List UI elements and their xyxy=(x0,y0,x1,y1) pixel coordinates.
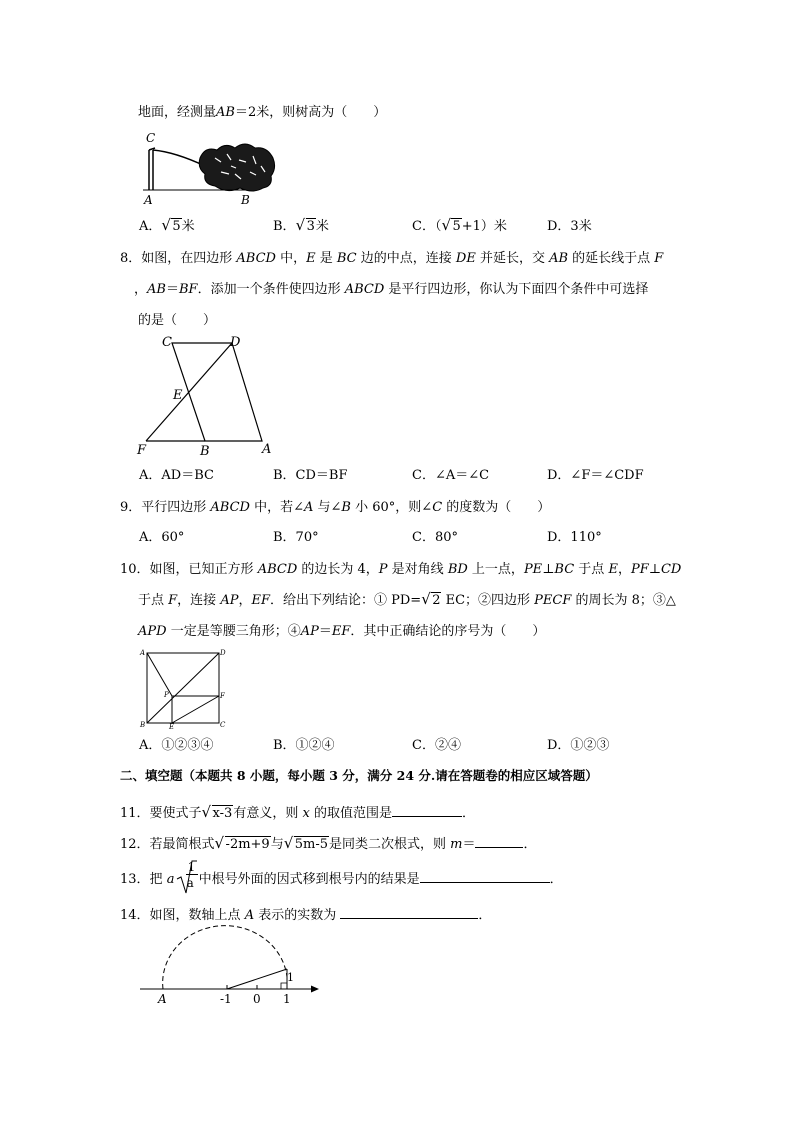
q10-stem-line1: 10．如图，已知正方形 ABCD 的边长为 4，P 是对角线 BD 上一点，PE⊥BC 于点 E，PF⊥CD xyxy=(120,562,682,577)
dashed-arc xyxy=(163,926,287,989)
q9-stem: 9．平行四边形 ABCD 中，若∠A 与∠B 小 60°，则∠C 的度数为（ ） xyxy=(120,500,551,515)
fraction-numerator: 1 xyxy=(187,859,196,874)
q8-label-e: E xyxy=(173,388,183,403)
q8-label-c: C xyxy=(162,335,172,350)
sqrt-symbol: √ x-3 xyxy=(203,805,234,823)
q10-label-p: P xyxy=(164,691,169,699)
q8-label-a: A xyxy=(262,442,272,457)
q10-label-e: E xyxy=(169,723,175,731)
sqrt-symbol: √ -2m+9 xyxy=(216,836,271,854)
q14-label-0: 0 xyxy=(253,992,261,1006)
q7-stem: 地面，经测量AB＝2米，则树高为（ ） xyxy=(138,105,387,120)
segment-fd xyxy=(146,343,232,441)
answer-blank[interactable] xyxy=(420,868,550,883)
foliage xyxy=(199,144,274,191)
answer-blank[interactable] xyxy=(340,904,478,919)
q7-label-c: C xyxy=(146,131,156,145)
q8-label-b: B xyxy=(200,444,210,459)
q10-label-b: B xyxy=(140,721,146,729)
fraction-denominator: a xyxy=(186,875,194,890)
q14-number-line-figure xyxy=(135,932,335,1012)
q14-stem: 14．如图，数轴上点 A 表示的实数为 ． xyxy=(120,904,491,925)
q10-label-a: A xyxy=(140,649,146,657)
sqrt-symbol: √ 2 xyxy=(422,592,441,610)
q14-label-1: 1 xyxy=(283,992,291,1006)
answer-blank[interactable] xyxy=(475,833,523,848)
q7-option-b[interactable]: B．√ 3米 xyxy=(273,218,329,236)
q13-stem: 13．把 a $\frac{1}{a}$ 中根号外面的因式移到根号内的结果是 ． xyxy=(120,868,563,889)
segment-ef xyxy=(172,696,219,723)
q10-option-b[interactable]: B．①②④ xyxy=(273,738,335,753)
q8-stem-line2: ，AB＝BF．添加一个条件使四边形 ABCD 是平行四边形，你认为下面四个条件中可选择 xyxy=(134,282,649,297)
q10-square-figure xyxy=(138,647,233,729)
q10-option-a[interactable]: A．①②③④ xyxy=(139,738,214,753)
q9-option-b[interactable]: B．70° xyxy=(273,530,319,545)
q10-label-d: D xyxy=(220,649,226,657)
q14-label-a: A xyxy=(158,992,167,1006)
q7-option-c[interactable]: C．（√ 5+1）米 xyxy=(412,218,507,236)
q8-option-c[interactable]: C．∠A＝∠C xyxy=(412,468,490,483)
sqrt-symbol: √ 3 xyxy=(297,218,316,236)
segment-ap xyxy=(147,653,172,696)
q7-label-a: A xyxy=(144,193,153,207)
q8-option-d[interactable]: D．∠F＝∠CDF xyxy=(547,468,644,483)
q10-label-f: F xyxy=(220,692,225,700)
q7-tree-figure xyxy=(135,128,285,207)
axis-arrow xyxy=(311,986,319,993)
sqrt-symbol: √ 5 xyxy=(442,218,461,236)
q8-label-f: F xyxy=(137,443,147,458)
q10-stem-line3: APD 一定是等腰三角形；④AP＝EF．其中正确结论的序号为（ ） xyxy=(138,624,546,639)
trunk xyxy=(149,148,155,190)
diagonal-bd xyxy=(147,653,219,723)
q10-option-d[interactable]: D．①②③ xyxy=(547,738,610,753)
sqrt-symbol: √ 5 xyxy=(162,218,181,236)
q8-stem-line3: 的是（ ） xyxy=(138,313,217,328)
answer-blank[interactable] xyxy=(392,802,462,817)
sqrt-symbol: √ 5m-5 xyxy=(285,836,329,854)
q7-option-d[interactable]: D．3米 xyxy=(547,219,592,234)
q10-option-c[interactable]: C．②④ xyxy=(412,738,461,753)
q11-stem: 11．要使式子√ x-3有意义，则 x 的取值范围是 ． xyxy=(120,802,475,823)
q14-label-height: 1 xyxy=(287,971,294,984)
sqrt-fraction xyxy=(179,859,199,890)
q12-stem: 12．若最简根式√ -2m+9与√ 5m-5是同类二次根式，则 m＝ ． xyxy=(120,833,536,854)
q9-option-a[interactable]: A．60° xyxy=(139,530,185,545)
quadrilateral-abcd xyxy=(172,343,262,441)
q14-label-neg1: -1 xyxy=(220,992,232,1006)
q7-label-b: B xyxy=(241,193,250,207)
section-heading: 二、填空题（本题共 8 小题，每小题 3 分，满分 24 分.请在答题卷的相应区域答题） xyxy=(120,768,598,783)
q8-option-b[interactable]: B．CD＝BF xyxy=(273,468,348,483)
fallen-trunk xyxy=(153,150,205,166)
q8-stem-line1: 8．如图，在四边形 ABCD 中，E 是 BC 边的中点，连接 DE 并延长，交 AB 的延长线于点 F xyxy=(120,251,664,266)
q8-quadrilateral-figure xyxy=(132,333,282,458)
q10-label-c: C xyxy=(220,721,226,729)
q9-option-d[interactable]: D．110° xyxy=(547,530,602,545)
q9-option-c[interactable]: C．80° xyxy=(412,530,458,545)
q8-option-a[interactable]: A．AD＝BC xyxy=(139,468,214,483)
q8-label-d: D xyxy=(230,335,241,350)
q10-stem-line2: 于点 F，连接 AP，EF．给出下列结论：① PD=√ 2 EC；②四边形 PECF 的周长为 8；③△ xyxy=(138,592,676,610)
q7-option-a[interactable]: A．√ 5米 xyxy=(139,218,195,236)
